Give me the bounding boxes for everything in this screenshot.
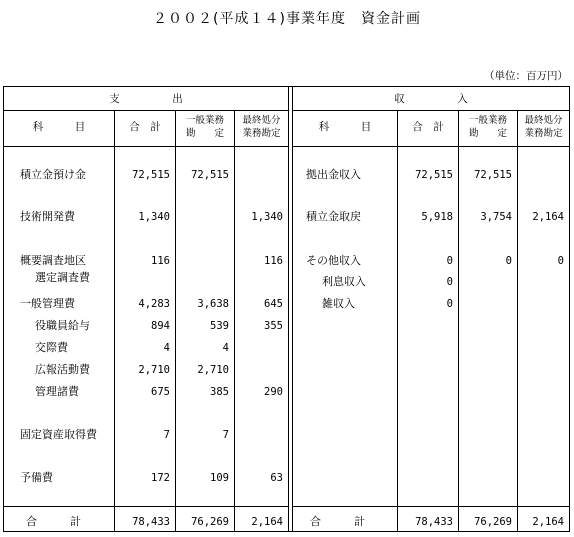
col-final-1: 最終処分	[242, 115, 281, 126]
divider	[292, 87, 293, 531]
divider	[517, 111, 518, 531]
col-general-1: 一般業務	[185, 115, 224, 126]
revenue-header: 収 入	[394, 93, 468, 105]
col-final-2: 業務勘定	[524, 128, 563, 139]
col-final-2: 業務勘定	[242, 128, 281, 139]
expenditure-header: 支 出	[109, 93, 183, 105]
divider	[4, 110, 288, 111]
divider	[4, 506, 288, 507]
col-general-2: 勘 定	[468, 128, 507, 139]
col-subject: 科 目	[318, 121, 372, 133]
col-general-2: 勘 定	[185, 128, 224, 139]
divider	[4, 146, 288, 147]
unit-label: （単位：百万円）	[484, 70, 568, 82]
divider	[288, 87, 289, 531]
col-total: 合 計	[129, 121, 161, 133]
divider	[293, 110, 569, 111]
col-final-1: 最終処分	[524, 115, 563, 126]
col-subject: 科 目	[32, 121, 86, 133]
col-total: 合 計	[412, 121, 444, 133]
page-title: ２００２(平成１４)事業年度 資金計画	[153, 11, 421, 27]
col-general-1: 一般業務	[468, 115, 507, 126]
divider	[293, 146, 569, 147]
divider	[293, 506, 569, 507]
fund-plan-table: 支 出 収 入 科 目 合 計 一般業務 勘 定 最終処分 業務勘定 科 目 合 計 一般業務 勘 定 最終処分 業務勘定 積立金預け金 72,515 72,515 技術開発費 1,340 1,340 概要調査地区 116 116 選定調査費 一般管理費 4,283 3,638 645 役職員給与 894 539 355 交際費 4 4 広報活動費 2,710 2,710 管理諸費 675 385 290 固定資産取得費 7 7 予備費 172 109 63 拠出金収入 72,515 72,515 積立金取戻 5,918 3,754 2,164 その他収入 0 0 0 利息収入 0 雑収入 0 合 計 78,433 76,269 2,164 合 計 78,433 76,269 2,164	[3, 86, 570, 532]
